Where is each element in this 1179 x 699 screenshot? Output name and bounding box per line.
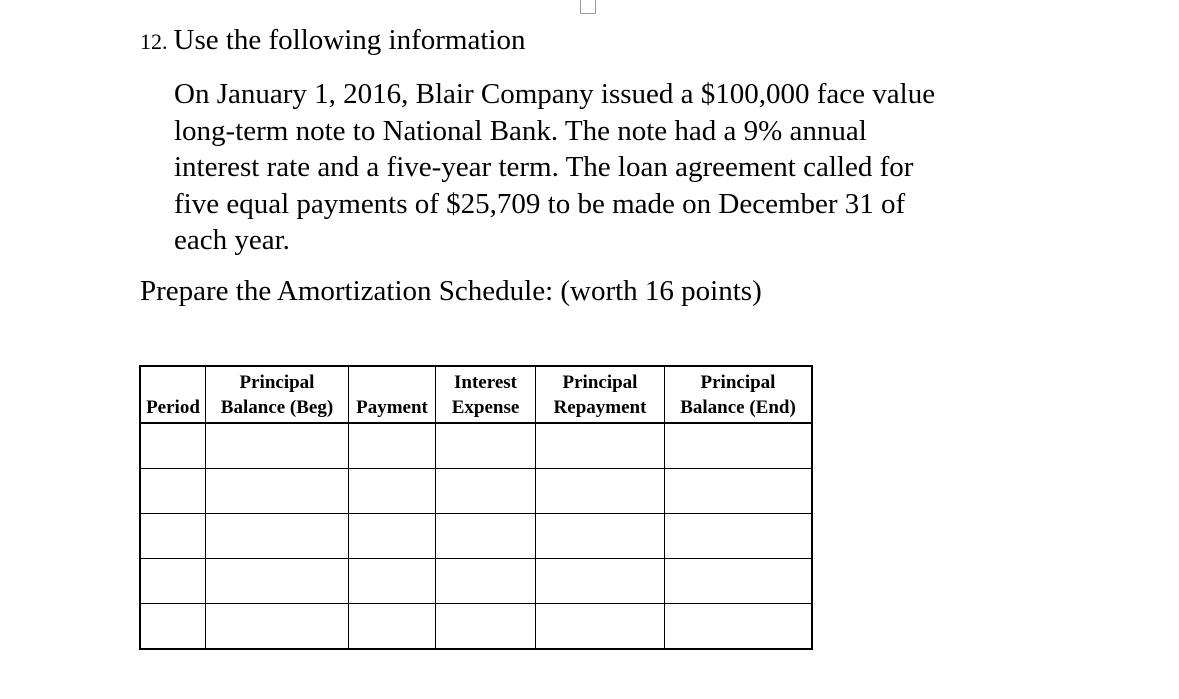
question-title: Use the following information bbox=[173, 24, 526, 56]
cell-principal-repayment[interactable] bbox=[536, 604, 665, 650]
cell-balance-beg[interactable] bbox=[206, 604, 349, 650]
table-row bbox=[140, 559, 812, 604]
cell-principal-repayment[interactable] bbox=[536, 423, 665, 469]
instruction-text: Prepare the Amortization Schedule: (worth 16 points) bbox=[140, 275, 762, 307]
cell-period[interactable] bbox=[140, 514, 206, 559]
cell-balance-end[interactable] bbox=[665, 514, 813, 559]
header-principal-repayment bbox=[536, 366, 665, 423]
cell-balance-end[interactable] bbox=[665, 469, 813, 514]
cell-interest-expense[interactable] bbox=[436, 469, 536, 514]
table-row bbox=[140, 469, 812, 514]
cell-balance-end[interactable] bbox=[665, 423, 813, 469]
paragraph-line: On January 1, 2016, Blair Company issued a $100,000 face value bbox=[174, 78, 936, 110]
header-line2: Period bbox=[146, 396, 200, 418]
cell-principal-repayment[interactable] bbox=[536, 469, 665, 514]
header-line1: Principal bbox=[239, 371, 315, 393]
cell-payment[interactable] bbox=[349, 514, 436, 559]
header-line2: Balance (End) bbox=[680, 396, 796, 418]
cell-interest-expense[interactable] bbox=[436, 514, 536, 559]
paragraph-line: five equal payments of $25,709 to be made on December 31 of bbox=[174, 187, 906, 220]
cell-balance-beg[interactable] bbox=[206, 469, 349, 514]
table-row bbox=[140, 423, 812, 469]
cell-interest-expense[interactable] bbox=[436, 559, 536, 604]
cell-balance-beg[interactable] bbox=[206, 423, 349, 469]
header-line2: Balance (Beg) bbox=[220, 396, 334, 418]
cell-period[interactable] bbox=[140, 423, 206, 469]
cell-principal-repayment[interactable] bbox=[536, 559, 665, 604]
cell-interest-expense[interactable] bbox=[436, 604, 536, 650]
cell-balance-end[interactable] bbox=[665, 559, 813, 604]
cell-balance-beg[interactable] bbox=[206, 514, 349, 559]
table-header bbox=[140, 366, 812, 423]
table-row bbox=[140, 604, 812, 650]
header-line2: Repayment bbox=[553, 396, 647, 418]
header-line1: Principal bbox=[700, 371, 776, 393]
header-interest-expense bbox=[436, 366, 536, 423]
cell-payment[interactable] bbox=[349, 423, 436, 469]
cell-period[interactable] bbox=[140, 559, 206, 604]
table-row bbox=[140, 514, 812, 559]
header-payment bbox=[349, 366, 436, 423]
cell-balance-beg[interactable] bbox=[206, 559, 349, 604]
header-period bbox=[140, 366, 206, 423]
cell-payment[interactable] bbox=[349, 469, 436, 514]
cell-balance-end[interactable] bbox=[665, 604, 813, 650]
amortization-schedule-table bbox=[139, 365, 813, 650]
cell-interest-expense[interactable] bbox=[436, 423, 536, 469]
header-line2: Expense bbox=[451, 396, 520, 418]
question-number: 12. bbox=[140, 29, 168, 54]
header-row bbox=[140, 366, 812, 423]
question-header bbox=[140, 24, 525, 57]
header-balance-beg bbox=[206, 366, 349, 423]
paragraph-line: interest rate and a five-year term. The loan agreement called for bbox=[174, 151, 914, 183]
problem-paragraph bbox=[174, 76, 1054, 259]
table-body bbox=[140, 423, 812, 649]
header-line1: Principal bbox=[562, 371, 638, 393]
cell-period[interactable] bbox=[140, 469, 206, 514]
page-corner-marker bbox=[580, 0, 596, 14]
cell-period[interactable] bbox=[140, 604, 206, 650]
paragraph-line: each year. bbox=[174, 224, 290, 256]
header-balance-end bbox=[665, 366, 813, 423]
paragraph-line: long-term note to National Bank. The note had a 9% annual bbox=[174, 114, 867, 147]
header-line1: Interest bbox=[454, 371, 517, 393]
cell-payment[interactable] bbox=[349, 604, 436, 650]
cell-principal-repayment[interactable] bbox=[536, 514, 665, 559]
header-line2: Payment bbox=[356, 396, 428, 418]
cell-payment[interactable] bbox=[349, 559, 436, 604]
